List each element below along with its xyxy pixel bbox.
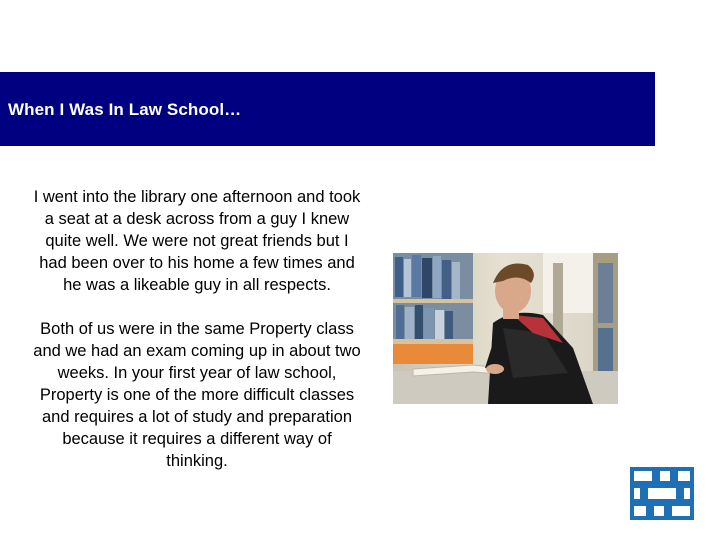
paragraph-2: Both of us were in the same Property class and we had an exam coming up in about two weeks. In your first year of law school, Property is one of the more difficult classes and requires a lot of study and preparation because it requires a different way of thinking. (33, 320, 361, 470)
paragraph-1: I went into the library one afternoon and took a seat at a desk across from a guy I knew quite well. We were not great friends but I had been over to his home a few times and he was a likeable guy in all respects. (33, 188, 361, 294)
woven-grid-logo-icon (630, 467, 694, 520)
student-studying-in-library-photo (393, 253, 618, 404)
title-bar (0, 72, 655, 146)
slide-title: When I Was In Law School… (8, 100, 242, 119)
body-text (32, 186, 362, 472)
